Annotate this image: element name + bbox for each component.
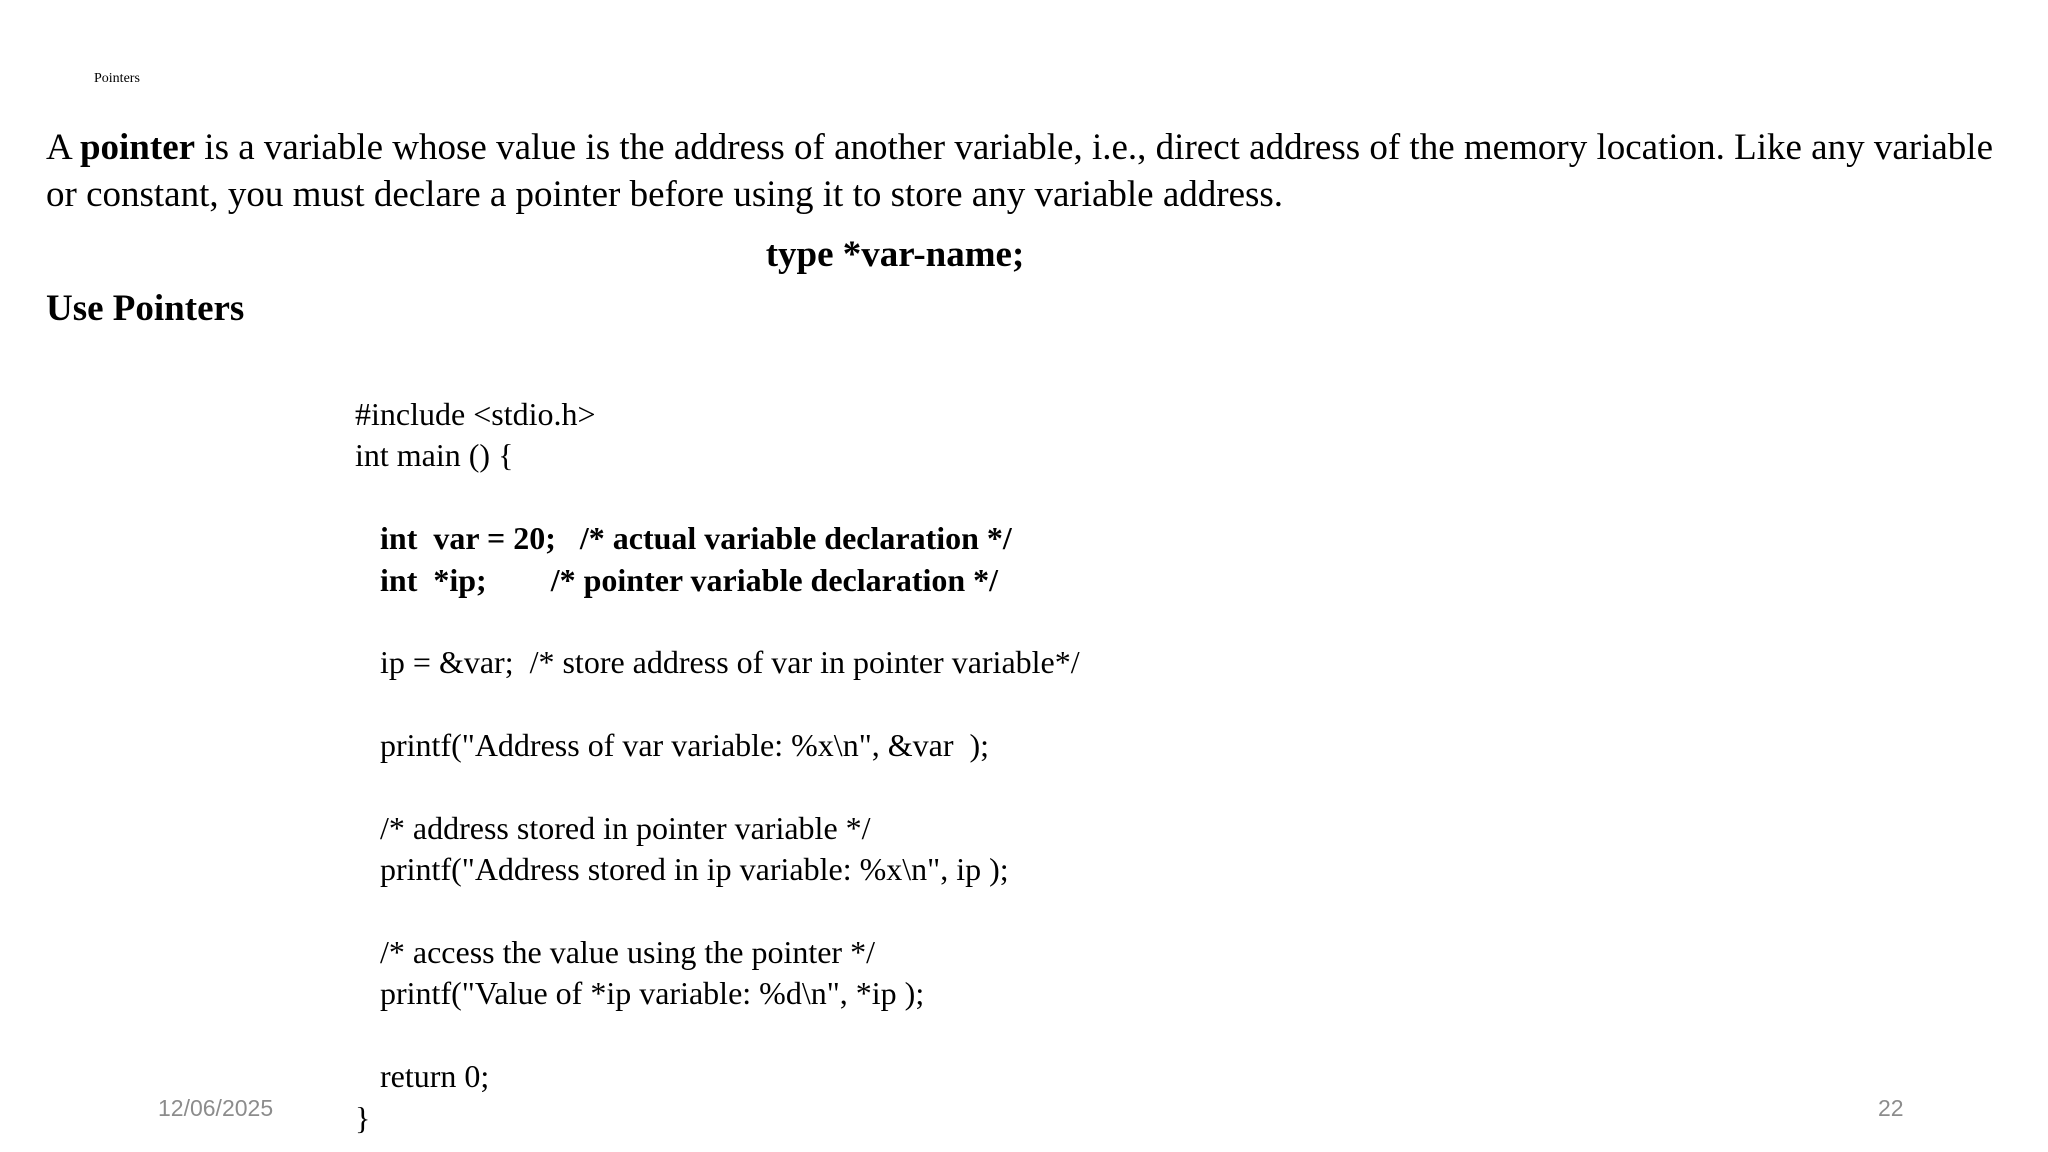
footer-date: 12/06/2025 [158,1095,274,1121]
code-line [355,891,1655,932]
code-line: } [355,1099,371,1136]
pointer-syntax: type *var-name; [765,234,1025,275]
code-line [355,767,1655,808]
code-line: ip = &var; /* store address of var in pointer variable*/ [380,644,1080,681]
code-line: printf("Address stored in ip variable: %x\n", ip ); [380,851,1009,888]
code-line: int main () { [355,437,514,474]
code-line: #include <stdio.h> [355,396,596,432]
code-line: printf("Value of *ip variable: %d\n", *ip ); [380,975,925,1012]
section-heading: Use Pointers [46,288,245,329]
intro-term: pointer [79,127,196,168]
code-line: /* access the value using the pointer */ [380,934,875,971]
code-example [355,394,1655,1139]
code-line: /* address stored in pointer variable */ [380,809,871,846]
code-line [355,601,1655,642]
code-line [355,1015,1655,1056]
intro-rest: is a variable whose value is the address of another variable, i.e., direct address of the memory location. Like any variable or constant, you must declare a pointer before using it to store any variable address. [46,127,1993,215]
intro-paragraph [46,124,2026,218]
intro-prefix: A [46,127,80,168]
code-line [355,684,1655,725]
footer-page-number: 22 [1878,1095,1904,1121]
code-line [355,477,1655,518]
code-line: int var = 20; /* actual variable declaration */ [380,520,1012,557]
code-line: int *ip; /* pointer variable declaration */ [380,561,999,598]
code-line: return 0; [380,1058,490,1095]
slide-header-title: Pointers [94,71,140,86]
code-line: printf("Address of var variable: %x\n", &var ); [380,727,990,764]
